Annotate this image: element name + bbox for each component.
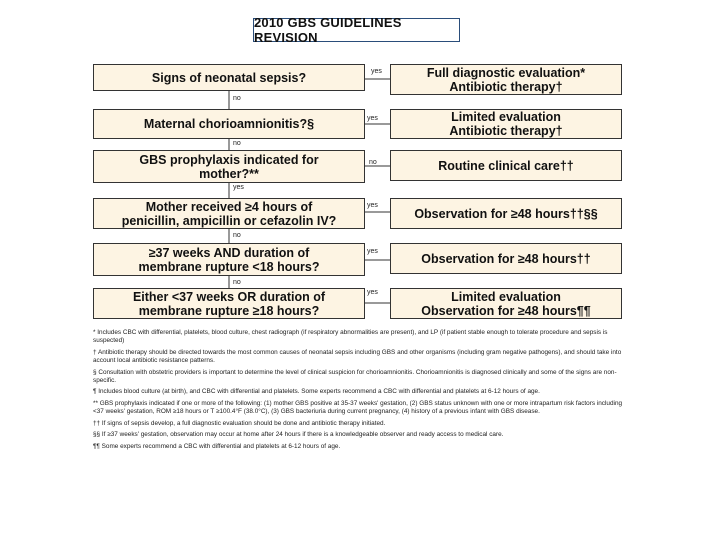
question-37-weeks-or-rupture xyxy=(93,288,365,319)
result-2-line2: Antibiotic therapy† xyxy=(449,124,563,138)
label-no-2: no xyxy=(233,140,241,147)
result-observation-48h xyxy=(390,243,622,274)
question-6-line1: Either <37 weeks OR duration of xyxy=(132,289,326,304)
result-5-text: Observation for ≥48 hours†† xyxy=(421,251,591,266)
result-3-text: Routine clinical care†† xyxy=(438,158,574,173)
footnote-home-observation: §§ If ≥37 weeks' gestation, observation may occur at home after 24 hours if there is a knowledgeable observer and ready access to medical care. xyxy=(93,431,504,439)
question-mother-received-antibiotics xyxy=(93,198,365,229)
result-1-line2: Antibiotic therapy† xyxy=(449,79,563,94)
footnote-blood-culture: ¶ Includes blood culture (at birth), and CBC with differential and platelets. Some experts recommend a CBC with differential and platelets at 6-12 hours of age. xyxy=(93,388,540,396)
label-yes-6: yes xyxy=(367,289,378,296)
result-6-line2: Observation for ≥48 hours¶¶ xyxy=(421,303,591,318)
label-no-1: no xyxy=(233,95,241,102)
label-no-5: no xyxy=(233,279,241,286)
question-3-line1: GBS prophylaxis indicated for xyxy=(139,152,319,167)
label-yes-5: yes xyxy=(367,248,378,255)
footnote-signs-of-sepsis: †† If signs of sepsis develop, a full diagnostic evaluation should be done and antibiotic therapy initiated. xyxy=(93,419,386,427)
result-limited-evaluation-antibiotics xyxy=(390,109,622,139)
result-1-line1: Full diagnostic evaluation* xyxy=(426,65,586,80)
footnote-cbc-recommendation: ¶¶ Some experts recommend a CBC with differential and platelets at 6-12 hours of age. xyxy=(93,442,341,450)
label-yes-2: yes xyxy=(367,115,378,122)
question-3-line2: mother?** xyxy=(199,166,259,181)
label-yes-1: yes xyxy=(371,68,382,75)
result-full-evaluation xyxy=(390,64,622,95)
footnote-full-evaluation: * Includes CBC with differential, platelets, blood culture, chest radiograph (if respiratory abnormalities are present), and LP (if patient stable enough to tolerate procedure and sepsis is suspected) xyxy=(93,329,608,345)
diagram-title: 2010 GBS GUIDELINES REVISION xyxy=(253,18,460,42)
question-37-weeks-and-rupture xyxy=(93,243,365,276)
footnote-gbs-prophylaxis: ** GBS prophylaxis indicated if one or more of the following: (1) mother GBS positive at 35-37 weeks' gestation, (2) GBS status unknown with one or more intrapartum risk factors including <37 weeks' gestation, ROM ≥18 hours or T ≥100.4°F (38.0°C), (3) GBS bacteriuria during current pregnancy, (4) history of a previous infant with GBS disease. xyxy=(93,399,623,416)
question-5-line1: ≥37 weeks AND duration of xyxy=(148,245,310,260)
question-gbs-prophylaxis xyxy=(93,150,365,183)
result-6-line1: Limited evaluation xyxy=(451,289,561,304)
label-yes-4: yes xyxy=(367,202,378,209)
question-4-line1: Mother received ≥4 hours of xyxy=(145,199,313,214)
question-chorioamnionitis xyxy=(93,109,365,139)
label-no-3: no xyxy=(369,159,377,166)
result-4-text: Observation for ≥48 hours††§§ xyxy=(414,206,598,221)
label-no-4: no xyxy=(233,232,241,239)
label-yes-3: yes xyxy=(233,184,244,191)
question-4-line2: penicillin, ampicillin or cefazolin IV? xyxy=(121,213,337,228)
question-neonatal-sepsis xyxy=(93,64,365,91)
result-routine-care xyxy=(390,150,622,181)
question-2-text: Maternal chorioamnionitis?§ xyxy=(143,117,315,131)
result-observation-48h-home xyxy=(390,198,622,229)
footnotes xyxy=(93,329,633,455)
result-limited-evaluation-observation xyxy=(390,288,622,319)
question-6-line2: membrane rupture ≥18 hours? xyxy=(138,303,320,318)
footnote-chorioamnionitis: § Consultation with obstetric providers is important to determine the level of clinical suspicion for chorioamnionitis. Chorioamnionitis is diagnosed clinically and some of the signs are non-specific. xyxy=(93,368,617,384)
result-2-line1: Limited evaluation xyxy=(451,110,561,124)
question-5-line2: membrane rupture <18 hours? xyxy=(138,259,320,274)
footnote-antibiotic-therapy: † Antibiotic therapy should be directed towards the most common causes of neonatal sepsis including GBS and other organisms (including gram negative pathogens), and should take into account local antibiotic resistance patterns. xyxy=(93,348,622,364)
question-1-text: Signs of neonatal sepsis? xyxy=(151,70,307,85)
